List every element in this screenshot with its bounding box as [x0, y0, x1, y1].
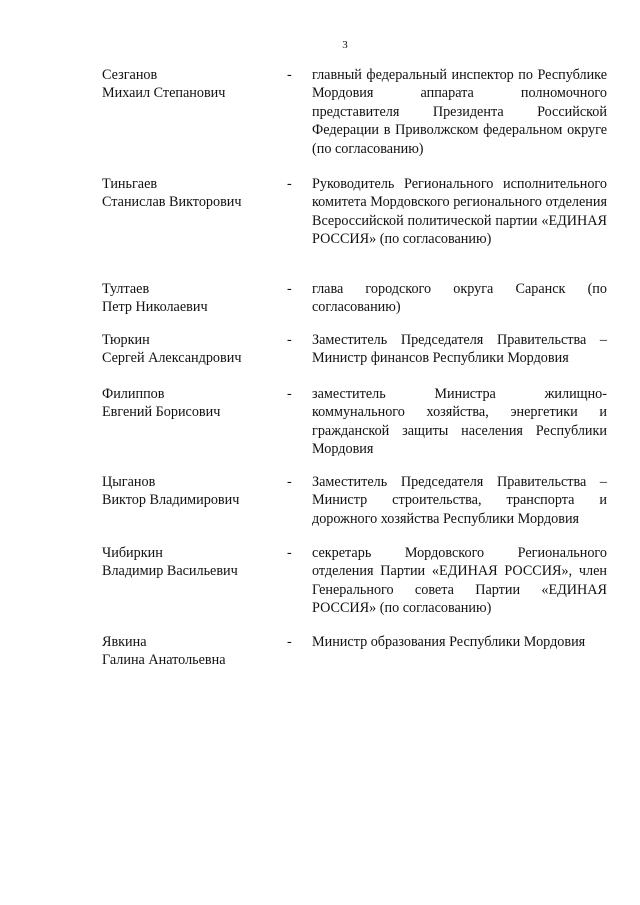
- dash-separator: -: [287, 545, 292, 561]
- surname: Цыганов: [102, 474, 156, 490]
- given-names: Сергей Александрович: [102, 350, 242, 367]
- surname: Тултаев: [102, 281, 150, 297]
- dash-separator: -: [287, 474, 292, 490]
- position-text: глава городского округа Саранск (по согласованию): [312, 281, 607, 316]
- dash-separator: -: [287, 386, 292, 402]
- position-text: главный федеральный инспектор по Республике Мордовия аппарата полномочного представителя Президента Российской Федерации в Приволжском федеральном округе (по согласованию): [312, 67, 607, 157]
- person-name: [102, 385, 282, 422]
- dash-separator: -: [287, 176, 292, 192]
- surname: Филиппов: [102, 386, 165, 402]
- person-name: [102, 331, 282, 368]
- position-text: Заместитель Председателя Правительства – Министр строительства, транспорта и дорожного хозяйства Республики Мордовия: [312, 474, 607, 527]
- position-text: Заместитель Председателя Правительства – Министр финансов Республики Мордовия: [312, 332, 607, 367]
- given-names: Евгений Борисович: [102, 404, 221, 421]
- person-name: [102, 544, 282, 581]
- position-text: Министр образования Республики Мордовия: [312, 634, 586, 650]
- person-name: [102, 280, 282, 317]
- given-names: Галина Анатольевна: [102, 652, 226, 669]
- page-number: 3: [342, 39, 348, 51]
- position-text: секретарь Мордовского Регионального отделения Партии «ЕДИНАЯ РОССИЯ», член Генерального совета Партии «ЕДИНАЯ РОССИЯ» (по согласованию): [312, 545, 607, 617]
- given-names: Михаил Степанович: [102, 85, 226, 102]
- position-text: Руководитель Регионального исполнительного комитета Мордовского регионального отделения Всероссийской политической партии «ЕДИНАЯ РОССИЯ» (по согласованию): [312, 176, 607, 248]
- person-name: [102, 473, 282, 510]
- surname: Явкина: [102, 634, 147, 650]
- person-name: [102, 175, 282, 212]
- position-text: заместитель Министра жилищно-коммунального хозяйства, энергетики и гражданской защиты населения Республики Мордовия: [312, 386, 607, 458]
- surname: Тюркин: [102, 332, 150, 348]
- dash-separator: -: [287, 67, 292, 83]
- person-name: [102, 633, 282, 670]
- dash-separator: -: [287, 281, 292, 297]
- given-names: Станислав Викторович: [102, 194, 242, 211]
- dash-separator: -: [287, 634, 292, 650]
- surname: Чибиркин: [102, 545, 163, 561]
- given-names: Петр Николаевич: [102, 299, 208, 316]
- given-names: Виктор Владимирович: [102, 492, 240, 509]
- dash-separator: -: [287, 332, 292, 348]
- person-name: [102, 66, 282, 103]
- surname: Сезганов: [102, 67, 158, 83]
- surname: Тиньгаев: [102, 176, 158, 192]
- given-names: Владимир Васильевич: [102, 563, 238, 580]
